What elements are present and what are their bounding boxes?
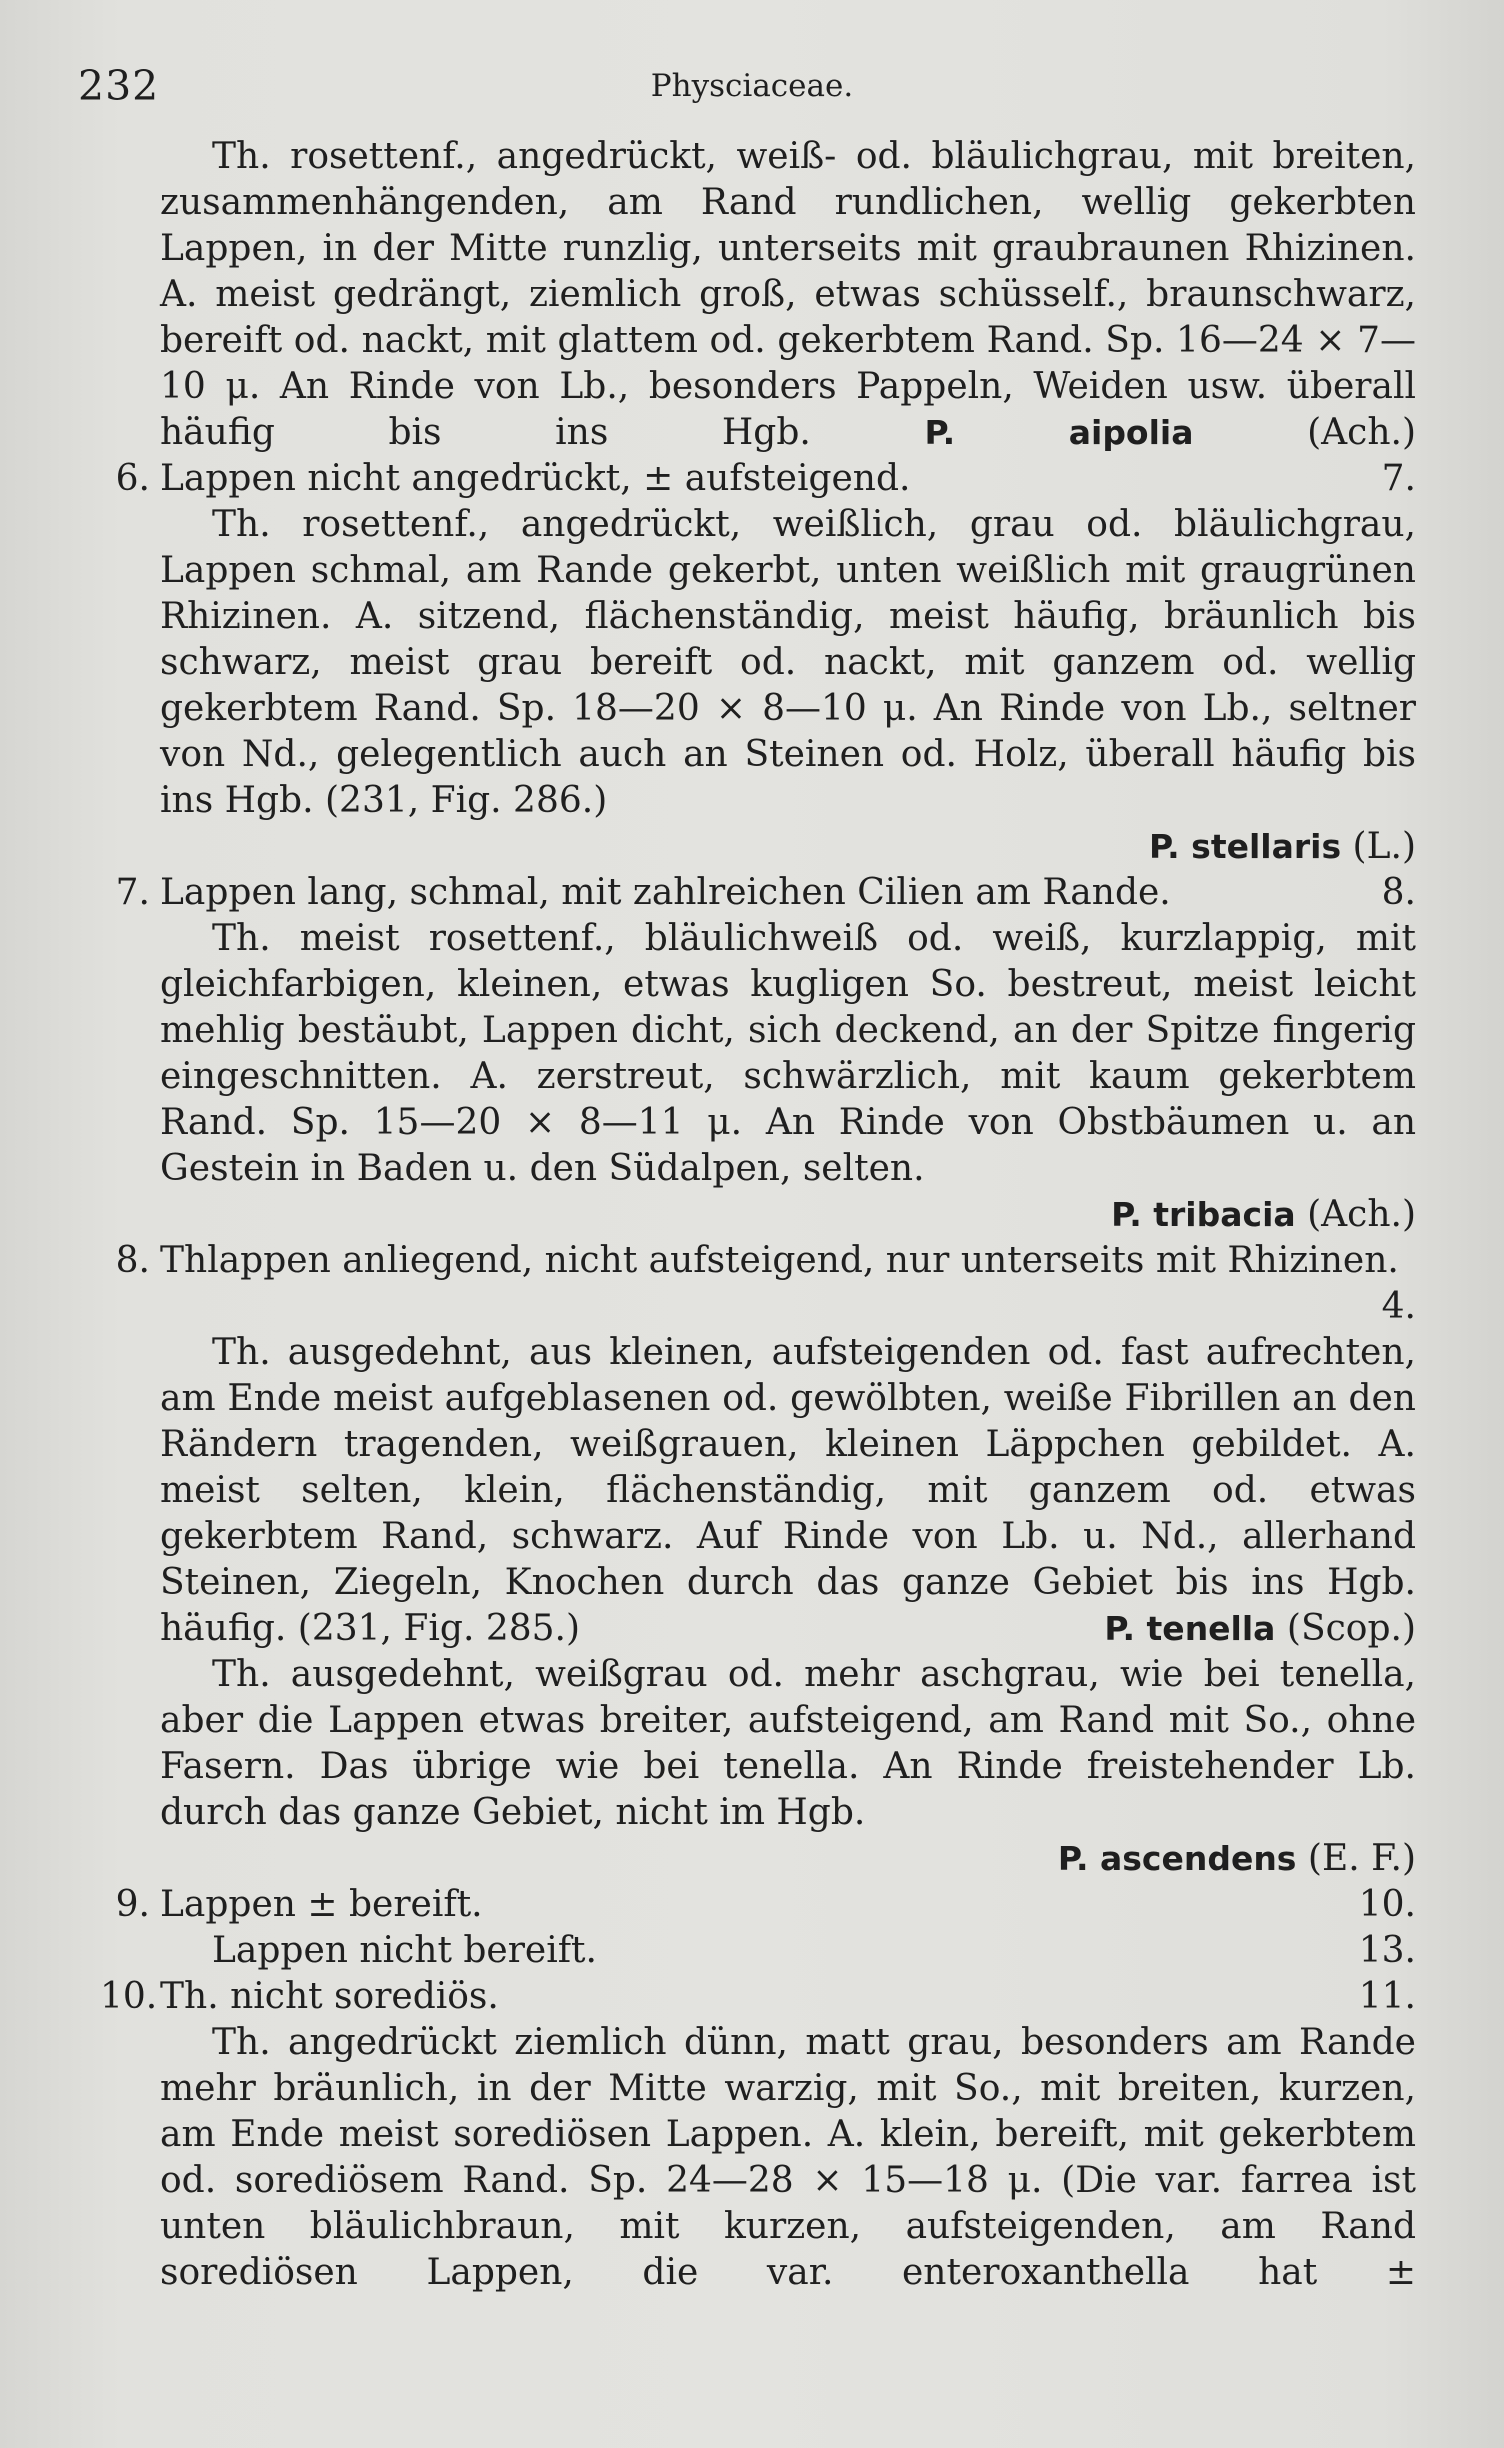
key-entry-9 xyxy=(115,1882,1416,1928)
author-citation: (Ach.) xyxy=(1307,1194,1416,1235)
genus-abbrev: P. xyxy=(924,413,956,452)
description-text: Th. ausgedehnt, weißgrau od. mehr aschgrau, wie bei tenella, aber die Lappen etwas breiter, aufsteigend, am Rand mit So., ohne Fasern. Das übrige wie bei tenella. An Rinde freistehender Lb. durch das ganze Gebiet, nicht im Hgb. xyxy=(160,1654,1416,1833)
key-entry-9-alt xyxy=(160,1928,1416,1974)
description-ascendens xyxy=(160,1652,1416,1836)
species-name-aipolia xyxy=(924,412,1416,453)
key-reference: 7. xyxy=(1381,458,1416,499)
page-number: 232 xyxy=(78,62,160,110)
description-last-line: häufig. (231, Fig. 285.) xyxy=(160,1608,581,1649)
author-citation: (E. F.) xyxy=(1307,1838,1416,1879)
description-stellaris xyxy=(160,502,1416,824)
key-entry-7 xyxy=(115,870,1416,916)
genus-abbrev: P. xyxy=(1104,1609,1136,1648)
key-text: Lappen ± bereift. xyxy=(160,1884,483,1925)
species-epithet: stellaris xyxy=(1191,827,1342,866)
key-reference: 11. xyxy=(1358,1976,1416,2017)
description-text: Th. meist rosettenf., bläulichweiß od. weiß, kurzlappig, mit gleichfarbigen, kleinen, etwas kugligen So. bestreut, meist leicht mehlig bestäubt, Lappen dicht, sich deckend, an der Spitze fingerig eingeschnitten. A. zerstreut, schwärzlich, mit kaum gekerbtem Rand. Sp. 15—20 × 8—11 μ. An Rinde von Obstbäumen u. an Gestein in Baden u. den Südalpen, selten. xyxy=(160,918,1416,1189)
key-text xyxy=(100,134,1416,2296)
key-number: 10. xyxy=(100,1976,158,2017)
key-entry-10 xyxy=(100,1974,1416,2020)
key-text: Thlappen anliegend, nicht aufsteigend, nur unterseits mit Rhizinen. xyxy=(160,1240,1399,1281)
key-number: 6. xyxy=(115,458,150,499)
key-entry-8 xyxy=(115,1238,1416,1284)
key-text: Th. nicht sorediös. xyxy=(160,1976,499,2017)
species-name-ascendens xyxy=(160,1836,1416,1882)
author-citation: (Scop.) xyxy=(1286,1608,1416,1649)
key-number: 9. xyxy=(115,1884,150,1925)
species-name-tenella xyxy=(1104,1606,1416,1652)
key-reference: 13. xyxy=(1358,1930,1416,1971)
author-citation: (L.) xyxy=(1352,826,1416,867)
description-text: Th. rosettenf., angedrückt, weißlich, grau od. bläulichgrau, Lappen schmal, am Rande gekerbt, unten weißlich mit graugrünen Rhizinen. A. sitzend, flächenständig, meist häufig, bräunlich bis schwarz, meist grau bereift od. nackt, mit ganzem od. wellig gekerbtem Rand. Sp. 18—20 × 8—10 μ. An Rinde von Lb., seltner von Nd., gelegentlich auch an Steinen od. Holz, überall häufig bis ins Hgb. (231, Fig. 286.) xyxy=(160,504,1416,821)
genus-abbrev: P. xyxy=(1057,1839,1089,1878)
description-text: Th. rosettenf., angedrückt, weiß- od. bläulichgrau, mit breiten, zusammenhängenden, am Rand rundlichen, wellig gekerbten Lappen, in der Mitte runzlig, unterseits mit graubraunen Rhizinen. A. meist gedrängt, ziemlich groß, etwas schüsself., braunschwarz, bereift od. nackt, mit glattem od. gekerbtem Rand. Sp. 16—24 × 7—10 μ. An Rinde von Lb., besonders Pappeln, Weiden usw. überall häufig bis ins Hgb. xyxy=(160,136,1416,453)
page-header xyxy=(78,62,1426,122)
species-epithet: tenella xyxy=(1146,1609,1276,1648)
description-tenella xyxy=(160,1330,1416,1606)
description-continued xyxy=(160,2020,1416,2296)
species-epithet: tribacia xyxy=(1153,1195,1296,1234)
description-text: Th. ausgedehnt, aus kleinen, aufsteigenden od. fast aufrechten, am Ende meist aufgeblasenen od. gewölbten, weiße Fibrillen an den Rändern tragenden, weißgrauen, kleinen Läppchen gebildet. A. meist selten, klein, flächenständig, mit ganzem od. etwas gekerbtem Rand, schwarz. Auf Rinde von Lb. u. Nd., allerhand Steinen, Ziegeln, Knochen durch das ganze Gebiet bis ins Hgb. xyxy=(160,1332,1416,1603)
key-reference: 4. xyxy=(1381,1286,1416,1327)
description-tribacia xyxy=(160,916,1416,1192)
species-name-tribacia xyxy=(160,1192,1416,1238)
key-text: Lappen lang, schmal, mit zahlreichen Cilien am Rande. xyxy=(160,872,1171,913)
key-entry-6 xyxy=(115,456,1416,502)
key-reference: 8. xyxy=(1381,872,1416,913)
genus-abbrev: P. xyxy=(1149,827,1180,866)
genus-abbrev: P. xyxy=(1111,1195,1142,1234)
description-text: Th. angedrückt ziemlich dünn, matt grau, besonders am Rande mehr bräunlich, in der Mitte warzig, mit So., mit breiten, kurzen, am Ende meist sorediösen Lappen. A. klein, bereift, mit gekerbtem od. sorediösem Rand. Sp. 24—28 × 15—18 μ. (Die var. farrea ist unten bläulichbraun, mit kurzen, aufsteigenden, am Rand sorediösen Lappen, die var. enteroxanthella hat ± xyxy=(160,2022,1416,2293)
key-number: 7. xyxy=(115,872,150,913)
author-citation: (Ach.) xyxy=(1307,412,1416,453)
description-aipolia xyxy=(160,134,1416,456)
species-name-stellaris xyxy=(160,824,1416,870)
species-epithet: aipolia xyxy=(1068,413,1194,452)
species-epithet: ascendens xyxy=(1099,1839,1297,1878)
key-entry-8-ref-line xyxy=(160,1284,1416,1330)
key-reference: 10. xyxy=(1358,1884,1416,1925)
key-text: Lappen nicht angedrückt, ± aufsteigend. xyxy=(160,458,911,499)
key-text: Lappen nicht bereift. xyxy=(212,1930,597,1971)
running-head: Physciaceae. xyxy=(650,68,854,104)
key-number: 8. xyxy=(115,1240,150,1281)
tenella-final-line xyxy=(160,1606,1416,1652)
